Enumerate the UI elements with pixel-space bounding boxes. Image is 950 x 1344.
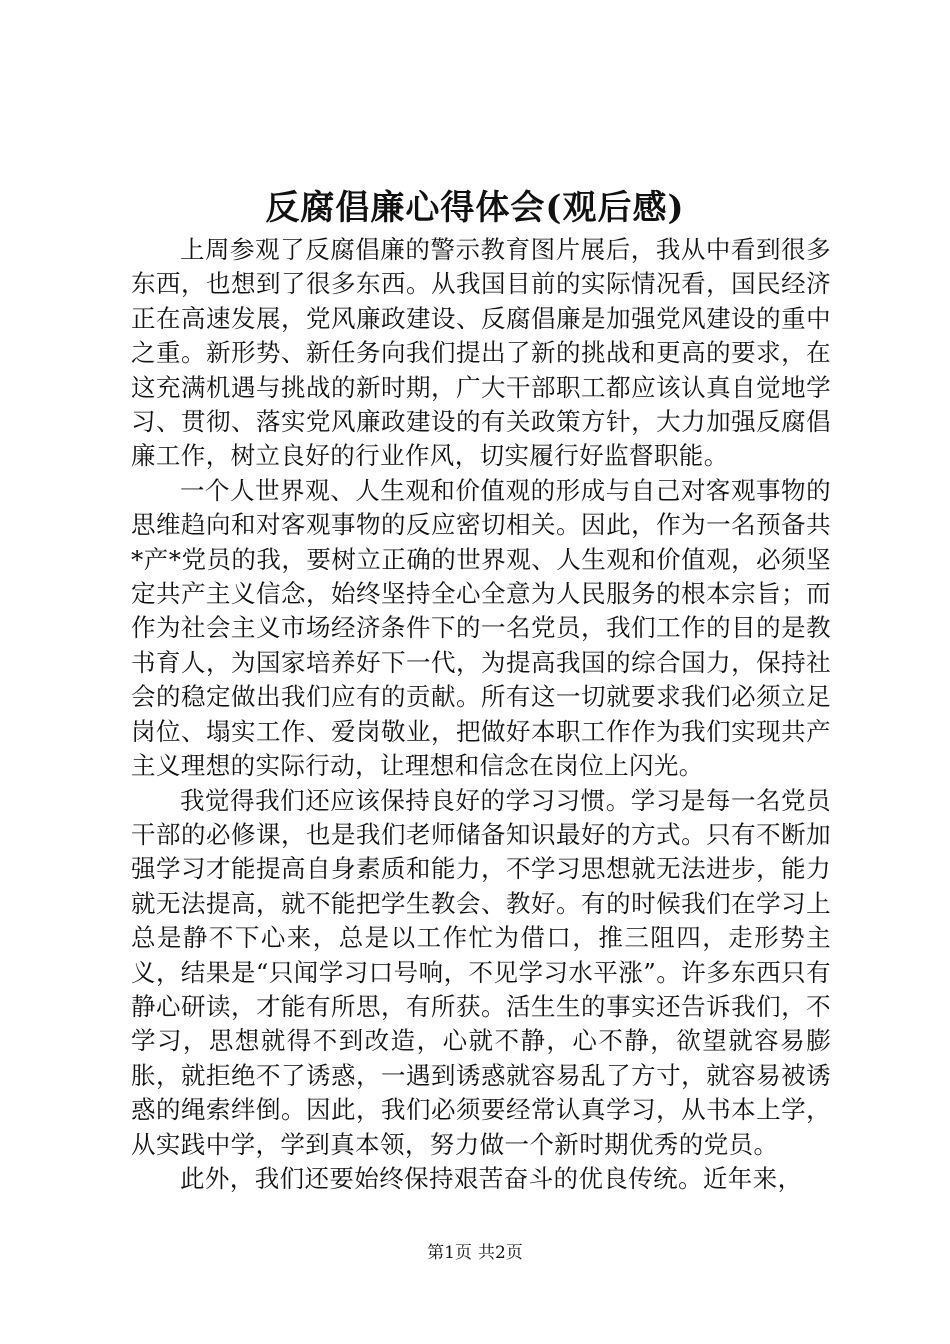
paragraph-3: 我觉得我们还应该保持良好的学习习惯。学习是每一名党员干部的必修课，也是我们老师储备知识最好的方式。只有不断加强学习才能提高自身素质和能力，不学习思想就无法进步，能力就无法提高，就不能把学生教会、教好。有的时候我们在学习上总是静不下心来，总是以工作忙为借口，推三阻四，走形势主义，结果是“只闻学习口号响，不见学习水平涨”。许多东西只有静心研读，才能有所思，有所获。活生生的事实还告诉我们，不学习，思想就得不到改造，心就不静，心不静，欲望就容易膨胀，就拒绝不了诱惑，一遇到诱惑就容易乱了方寸，就容易被诱惑的绳索绊倒。因此，我们必须要经常认真学习，从书本上学，从实践中学，学到真本领，努力做一个新时期优秀的党员。 (131, 785, 831, 1159)
page-number: 第1页 (427, 1243, 472, 1263)
paragraph-1: 上周参观了反腐倡廉的警示教育图片展后，我从中看到很多东西，也想到了很多东西。从我国目前的实际情况看，国民经济正在高速发展，党风廉政建设、反腐倡廉是加强党风建设的重中之重。新形势、新任务向我们提出了新的挑战和更高的要求，在这充满机遇与挑战的新时期，广大干部职工都应该认真自觉地学习、贯彻、落实党风廉政建设的有关政策方针，大力加强反腐倡廉工作，树立良好的行业作风，切实履行好监督职能。 (131, 235, 831, 471)
paragraph-4: 此外，我们还要始终保持艰苦奋斗的优良传统。近年来， (180, 1163, 803, 1193)
document-body (131, 233, 831, 1196)
page-footer (0, 1241, 950, 1265)
document-title: 反腐倡廉心得体会(观后感) (265, 188, 685, 228)
paragraph-2: 一个人世界观、人生观和价值观的形成与自己对客观事物的思维趋向和对客观事物的反应密切相关。因此，作为一名预备共*产*党员的我，要树立正确的世界观、人生观和价值观，必须坚定共产主义信念，始终坚持全心全意为人民服务的根本宗旨；而作为社会主义市场经济条件下的一名党员，我们工作的目的是教书育人，为国家培养好下一代，为提高我国的综合国力，保持社会的稳定做出我们应有的贡献。所有这一切就要求我们必须立足岗位、塌实工作、爱岗敬业，把做好本职工作作为我们实现共产主义理想的实际行动，让理想和信念在岗位上闪光。 (131, 475, 831, 781)
page-total: 共2页 (478, 1243, 523, 1263)
